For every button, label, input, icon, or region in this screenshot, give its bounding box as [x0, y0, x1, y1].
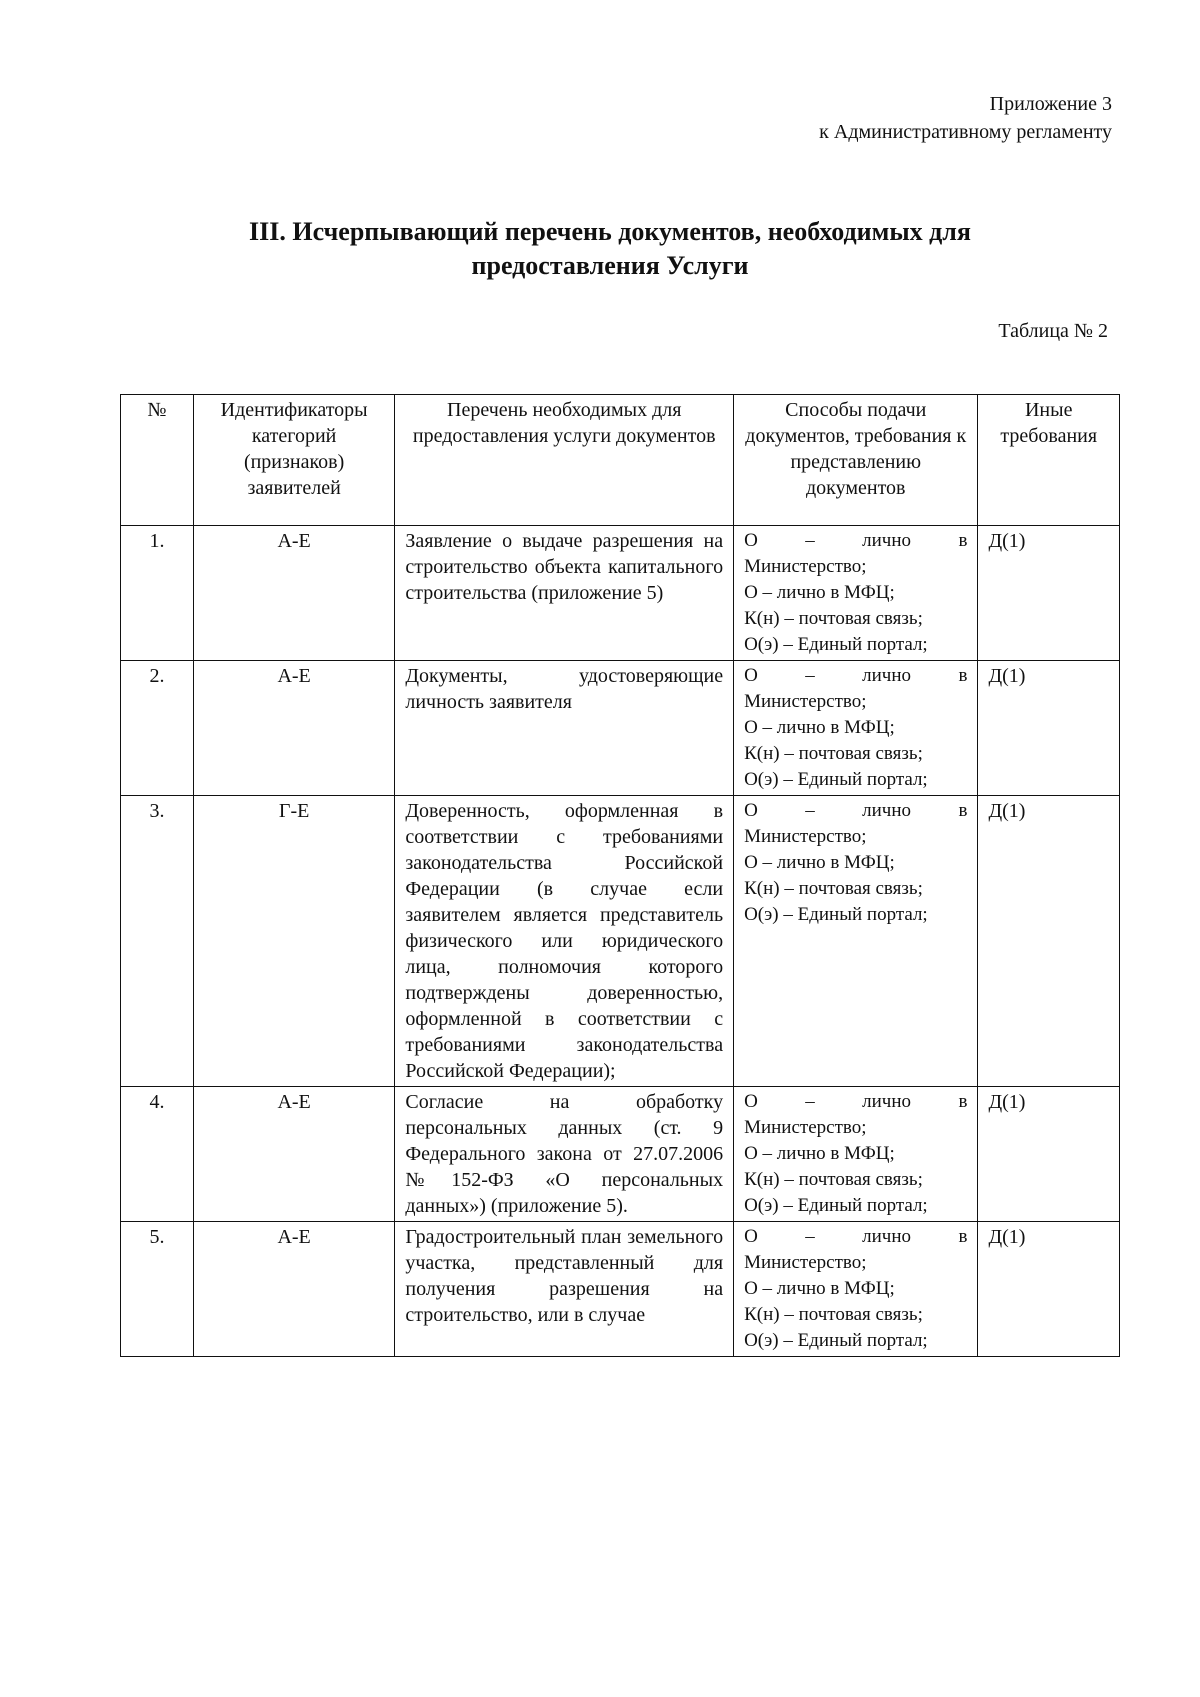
method-ministry: Министерство; — [744, 556, 867, 577]
table-row — [121, 526, 1120, 661]
row-other-requirements: Д(1) — [978, 796, 1120, 1087]
row-method — [734, 1087, 978, 1222]
row-number: 1. — [121, 526, 194, 661]
method-portal: О(э) – Единый портал; — [744, 1195, 928, 1216]
header-number: № — [121, 395, 194, 526]
table-row — [121, 1087, 1120, 1222]
method-ministry: Министерство; — [744, 1252, 867, 1273]
method-mfc: О – лично в МФЦ; — [744, 717, 895, 738]
method-line-personal-ministry — [744, 1224, 967, 1250]
row-category: А-Е — [193, 526, 395, 661]
row-method — [734, 796, 978, 1087]
appendix-header — [819, 90, 1112, 146]
method-prep: в — [958, 800, 968, 821]
row-other-requirements: Д(1) — [978, 1222, 1120, 1357]
row-document: Градостроительный план земельного участка, представленный для получения разрешения на строительство, или в случае — [395, 1222, 734, 1357]
method-mfc: О – лично в МФЦ; — [744, 1278, 895, 1299]
row-number: 3. — [121, 796, 194, 1087]
method-post: К(н) – почтовая связь; — [744, 743, 923, 764]
method-ministry: Министерство; — [744, 826, 867, 847]
method-portal: О(э) – Единый портал; — [744, 769, 928, 790]
table-header-row — [121, 395, 1120, 526]
method-code: О — [744, 530, 758, 551]
method-prep: в — [958, 1226, 968, 1247]
method-post: К(н) – почтовая связь; — [744, 1169, 923, 1190]
row-method — [734, 526, 978, 661]
row-number: 4. — [121, 1087, 194, 1222]
row-method — [734, 1222, 978, 1357]
method-post: К(н) – почтовая связь; — [744, 878, 923, 899]
method-line-personal-ministry — [744, 1089, 967, 1115]
row-number: 5. — [121, 1222, 194, 1357]
method-code: О — [744, 800, 758, 821]
appendix-number: Приложение 3 — [989, 93, 1112, 115]
method-word: лично — [862, 800, 912, 821]
header-other-requirements: Иные требования — [978, 395, 1120, 526]
method-post: К(н) – почтовая связь; — [744, 1304, 923, 1325]
method-word: лично — [862, 1226, 912, 1247]
table-row — [121, 1222, 1120, 1357]
method-prep: в — [958, 1091, 968, 1112]
method-line-personal-ministry — [744, 528, 967, 554]
method-mfc: О – лично в МФЦ; — [744, 852, 895, 873]
method-post: К(н) – почтовая связь; — [744, 608, 923, 629]
row-document: Документы, удостоверяющие личность заявителя — [395, 661, 734, 796]
method-dash: – — [805, 800, 815, 821]
method-ministry: Министерство; — [744, 1117, 867, 1138]
method-code: О — [744, 1091, 758, 1112]
method-word: лично — [862, 530, 912, 551]
header-category-ids: Идентификаторы категорий (признаков) заявителей — [193, 395, 395, 526]
method-ministry: Министерство; — [744, 691, 867, 712]
header-documents-list: Перечень необходимых для предоставления услуги документов — [395, 395, 734, 526]
row-category: Г-Е — [193, 796, 395, 1087]
table-caption: Таблица № 2 — [998, 320, 1108, 342]
row-document: Заявление о выдаче разрешения на строительство объекта капитального строительства (приложение 5) — [395, 526, 734, 661]
method-dash: – — [805, 530, 815, 551]
row-number: 2. — [121, 661, 194, 796]
table-row — [121, 661, 1120, 796]
row-category: А-Е — [193, 1087, 395, 1222]
method-prep: в — [958, 530, 968, 551]
documents-table — [120, 394, 1120, 1357]
method-dash: – — [805, 1226, 815, 1247]
method-code: О — [744, 665, 758, 686]
row-other-requirements: Д(1) — [978, 526, 1120, 661]
row-category: А-Е — [193, 661, 395, 796]
method-mfc: О – лично в МФЦ; — [744, 1143, 895, 1164]
row-document: Согласие на обработку персональных данных (ст. 9 Федерального закона от 27.07.2006 №152-ФЗ «О персональных данных») (приложение 5). — [395, 1087, 734, 1222]
header-submission-methods: Способы подачи документов, требования к представлению документов — [734, 395, 978, 526]
method-word: лично — [862, 665, 912, 686]
method-line-personal-ministry — [744, 798, 967, 824]
row-method — [734, 661, 978, 796]
method-dash: – — [805, 1091, 815, 1112]
page-title — [110, 215, 1110, 283]
row-category: А-Е — [193, 1222, 395, 1357]
method-portal: О(э) – Единый портал; — [744, 904, 928, 925]
title-line-1: III. Исчерпывающий перечень документов, необходимых для — [249, 217, 971, 246]
method-code: О — [744, 1226, 758, 1247]
row-document: Доверенность, оформленная в соответствии с требованиями законодательства Российской Федерации (в случае если заявителем является представитель физического или юридического лица, полномочия которого подтверждены доверенностью, оформленной в соответствии с требованиями законодательства Российской Федерации); — [395, 796, 734, 1087]
method-prep: в — [958, 665, 968, 686]
method-line-personal-ministry — [744, 663, 967, 689]
method-mfc: О – лично в МФЦ; — [744, 582, 895, 603]
title-line-2: предоставления Услуги — [471, 251, 749, 280]
method-word: лично — [862, 1091, 912, 1112]
appendix-reference: к Административному регламенту — [819, 121, 1112, 143]
table-row — [121, 796, 1120, 1087]
method-portal: О(э) – Единый портал; — [744, 634, 928, 655]
method-portal: О(э) – Единый портал; — [744, 1330, 928, 1351]
method-dash: – — [805, 665, 815, 686]
row-other-requirements: Д(1) — [978, 1087, 1120, 1222]
row-other-requirements: Д(1) — [978, 661, 1120, 796]
